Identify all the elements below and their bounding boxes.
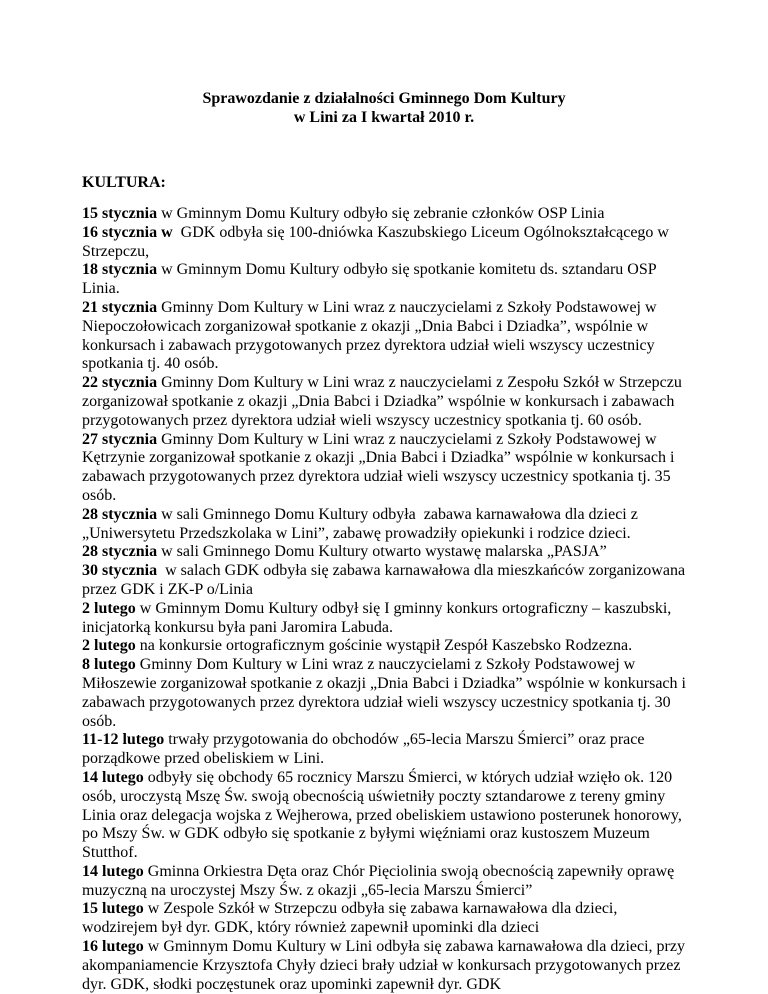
entry-date: 2 lutego [82,599,136,617]
report-line [82,374,682,393]
entry-text: Gminna Orkiestra Dęta oraz Chór Pięciolinia swoją obecnością zapewniły oprawę [143,862,675,880]
entry-text: osób. [82,486,117,504]
report-body [82,205,686,994]
report-line [82,449,682,468]
report-line [82,224,682,243]
entry-date: 16 lutego [82,938,144,956]
report-line [82,619,682,638]
entry-text: Gminny Dom Kultury w Lini wraz z nauczycielami z Szkoły Podstawowej w [135,656,636,674]
entry-text: w Zespole Szkół w Strzepczu odbyła się zabawa karnawałowa dla dzieci, [143,900,618,918]
entry-text: osób. [82,712,117,730]
entry-text: osób, uroczystą Mszę Św. swoją obecnością uświetniły poczty sztandarowe z tereny gminy [82,787,666,805]
entry-text: Gminny Dom Kultury w Lini wraz z nauczycielami z Szkoły Podstawowej w [157,430,657,448]
entry-text: wodzirejem był dyr. GDK, który również zapewnił upominki dla dzieci [82,919,540,937]
entry-text: zorganizował spotkanie z okazji „Dnia Babci i Dziadka” wspólnie w konkursach i zabawach [82,392,675,410]
report-line [82,543,682,562]
entry-text: Strzepczu, [82,242,150,260]
entry-text: Gminny Dom Kultury w Lini wraz z nauczycielami z Szkoły Podstawowej w [157,298,657,316]
entry-text: dyr. GDK, słodki poczęstunek oraz upominki zapewnił dyr. GDK [82,975,502,993]
entry-text: przez GDK i ZK-P o/Linia [82,580,253,598]
entry-date: 14 lutego [82,768,144,786]
report-line [82,825,682,844]
report-line [82,976,682,994]
entry-text: konkursach i zabawach przygotowanych przez dyrektora udział wieli wszyscy uczestnicy [82,336,655,354]
report-line [82,788,682,807]
entry-date: 21 stycznia [82,298,158,316]
entry-text: muzyczną na uroczystej Mszy Św. z okazji „65-lecia Marszu Śmierci” [82,881,533,899]
report-line [82,487,682,506]
entry-text: Gminny Dom Kultury w Lini wraz z nauczycielami z Zespołu Szkół w Strzepczu [157,374,682,392]
entry-date: 18 stycznia [82,261,158,279]
entry-date: 15 lutego [82,900,144,918]
report-line [82,525,682,544]
entry-text: w Gminnym Domu Kultury odbyło się spotkanie komitetu ds. sztandaru OSP [157,261,657,279]
report-line [82,674,686,694]
entry-text: Stutthof. [82,844,138,862]
document-title-line-1: Sprawozdanie z działalności Gminnego Dom Kultury [202,90,566,107]
entry-date: 28 stycznia [82,543,158,561]
report-line [82,769,682,788]
report-line [82,506,682,525]
entry-text: zabawach przygotowanych przez dyrektora udział wieli wszyscy uczestnicy spotkania tj. 30 [82,693,671,711]
report-line [82,280,682,299]
report-line [82,900,682,919]
report-line [82,337,682,356]
entry-text: „Uniwersytetu Przedszkolaka w Lini”, zabawę prowadziły opiekunki i rodzice dzieci. [82,524,631,542]
entry-text: Linia. [82,280,120,298]
report-line [82,393,682,412]
report-line [82,431,682,450]
entry-text: w salach GDK odbyła się zabawa karnawałowa dla mieszkańców zorganizowana [157,562,686,580]
report-line [82,694,682,713]
entry-text: w Gminnym Domu Kultury w Lini odbyła się zabawa karnawałowa dla dzieci, przy [143,938,685,956]
report-line [82,468,682,487]
entry-text: w Gminnym Domu Kultury odbył się I gminny konkurs ortograficzny – kaszubski, [135,599,672,617]
entry-text: przygotowanych przez dyrektora udział wieli wszyscy uczestnicy spotkania tj. 60 osób. [82,411,642,429]
entry-date: 16 stycznia w [82,223,173,241]
entry-text: Kętrzynie zorganizował spotkanie z okazji „Dnia Babci i Dziadka” wspólnie w konkursach i [82,449,675,467]
report-line [82,600,682,619]
report-line [82,938,685,957]
report-line [82,318,682,337]
document-title-line-2: w Lini za I kwartał 2010 r. [293,109,475,126]
report-line [82,355,682,374]
entry-date: 27 stycznia [82,430,158,448]
report-line [82,299,682,318]
entry-text: po Mszy Św. w GDK odbyło się spotkanie z byłymi więźniami oraz kustoszem Muzeum [82,825,650,843]
report-line [82,750,682,769]
entry-text: na konkursie ortograficznym gościnie wystąpił Zespół Kaszebsko Rodzezna. [135,637,633,655]
report-line [82,957,682,976]
entry-text: akompaniamencie Krzysztofa Chyły dzieci brały udział w konkursach przygotowanych przez [82,956,681,974]
entry-text: Niepoczołowicach zorganizował spotkanie z okazji „Dnia Babci i Dziadka”, wspólnie w [82,317,649,335]
report-line [82,656,682,675]
report-line [82,713,682,732]
entry-text: porządkowe przed obeliskiem w Lini. [82,750,325,768]
entry-date: 22 stycznia [82,374,158,392]
entry-text: zabawach przygotowanych przez dyrektora udział wieli wszyscy uczestnicy spotkania tj. 35 [82,468,671,486]
entry-date: 11-12 lutego [82,731,165,749]
report-line [82,882,682,901]
entry-date: 8 lutego [82,656,136,674]
report-line [82,844,682,863]
entry-text: GDK odbyła się 100-dniówka Kaszubskiego Liceum Ogólnokształcącego w [172,223,669,241]
report-line [82,637,682,656]
entry-date: 30 stycznia [82,562,158,580]
entry-text: w sali Gminnego Domu Kultury odbyła zabawa karnawałowa dla dzieci z [157,505,638,523]
report-line [82,919,682,938]
report-line [82,731,682,750]
report-line [82,863,682,882]
entry-text: odbyły się obchody 65 rocznicy Marszu Śmierci, w których udział wzięło ok. 120 [143,768,673,786]
entry-date: 28 stycznia [82,505,158,523]
entry-text: Linia oraz delegacja wojska z Wejherowa, przed obeliskiem ustawiono posterunek honorowy, [82,806,682,824]
entry-text: spotkania tj. 40 osób. [82,355,219,373]
report-line [82,807,682,826]
section-heading: KULTURA: [82,174,166,191]
report-line [82,581,682,600]
report-line [82,205,682,224]
entry-text: w Gminnym Domu Kultury odbyło się zebranie członków OSP Linia [157,205,605,222]
entry-date: 14 lutego [82,862,144,880]
entry-date: 2 lutego [82,637,136,655]
report-line [82,412,682,431]
entry-text: trwały przygotowania do obchodów „65-lecia Marszu Śmierci” oraz prace [164,731,645,749]
entry-text: Miłoszewie zorganizował spotkanie z okazji „Dnia Babci i Dziadka” wspólnie w konkursach i [82,674,686,692]
report-line [82,243,682,262]
entry-date: 15 stycznia [82,205,158,222]
entry-text: inicjatorką konkursu była pani Jaromira Labuda. [82,618,394,636]
entry-text: w sali Gminnego Domu Kultury otwarto wystawę malarska „PASJA” [157,543,607,561]
report-line [82,261,682,280]
report-line [82,562,686,581]
